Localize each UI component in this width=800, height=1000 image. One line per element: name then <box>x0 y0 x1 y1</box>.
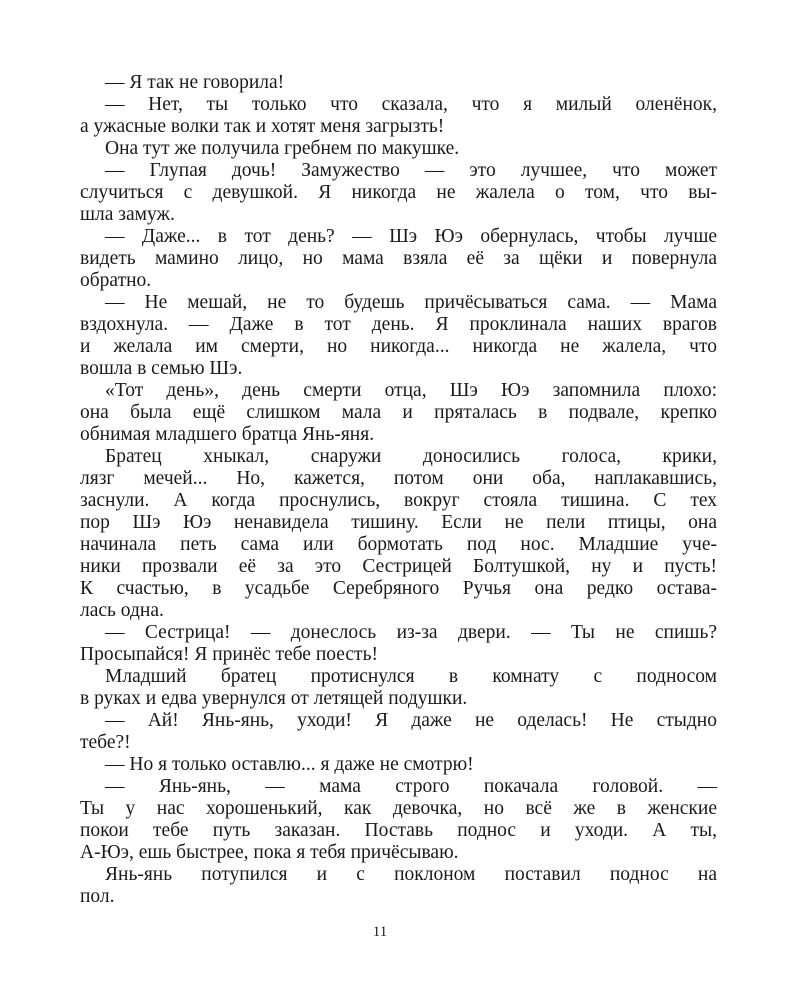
paragraph <box>80 710 717 754</box>
paragraph <box>80 622 717 666</box>
text-line: — Нет, ты только что сказала, что я милый оленёнок, <box>105 94 717 115</box>
text-line: — Ай! Янь-янь, уходи! Я даже не оделась! Не стыдно <box>105 710 717 731</box>
text-line: Младший братец протиснулся в комнату с подносом <box>105 666 717 687</box>
text-line: покои тебе путь заказан. Поставь поднос и уходи. А ты, <box>80 820 717 841</box>
text-line: лязг мечей... Но, кажется, потом они оба, наплакавшись, <box>80 468 717 489</box>
text-line: А-Юэ, ешь быстрее, пока я тебя причёсываю. <box>80 842 459 863</box>
text-line: — Я так не говорила! <box>105 72 285 93</box>
text-line: начинала петь сама или бормотать под нос. Младшие уче- <box>80 534 717 555</box>
paragraph <box>80 446 717 622</box>
text-line: пол. <box>80 886 115 907</box>
text-line: в руках и едва увернулся от летящей подушки. <box>80 688 468 709</box>
text-line: обратно. <box>80 270 152 291</box>
text-line: — Даже... в тот день? — Шэ Юэ обернулась, чтобы лучше <box>105 226 717 247</box>
paragraph <box>80 754 717 776</box>
paragraph <box>80 380 717 446</box>
text-line: — Не мешай, не то будешь причёсываться сама. — Мама <box>105 292 717 313</box>
paragraph <box>80 226 717 292</box>
text-line: видеть мамино лицо, но мама взяла её за щёки и повернула <box>80 248 717 269</box>
text-line: — Глупая дочь! Замужество — это лучшее, что может <box>105 160 717 181</box>
text-line: Она тут же получила гребнем по макушке. <box>105 138 460 159</box>
text-line: пор Шэ Юэ ненавидела тишину. Если не пели птицы, она <box>80 512 717 533</box>
text-line: — Янь-янь, — мама строго покачала головой. — <box>105 776 717 797</box>
text-line: тебе?! <box>80 732 131 753</box>
text-line: Братец хныкал, снаружи доносились голоса, крики, <box>105 446 717 467</box>
paragraph <box>80 864 717 908</box>
paragraph <box>80 776 717 864</box>
text-line: — Сестрица! — донеслось из-за двери. — Ты не спишь? <box>105 622 717 643</box>
text-line: Ты у нас хорошенький, как девочка, но всё же в женские <box>80 798 717 819</box>
paragraph <box>80 292 717 380</box>
text-line: обнимая младшего братца Янь-яня. <box>80 424 375 445</box>
text-line: а ужасные волки так и хотят меня загрызть! <box>80 116 445 137</box>
text-line: вошла в семью Шэ. <box>80 358 243 379</box>
paragraph <box>80 666 717 710</box>
text-line: лась одна. <box>80 600 164 621</box>
book-page-text <box>80 72 717 908</box>
text-line: Янь-янь потупился и с поклоном поставил поднос на <box>105 864 717 885</box>
text-line: — Но я только оставлю... я даже не смотрю! <box>105 754 474 775</box>
text-line: заснули. А когда проснулись, вокруг стояла тишина. С тех <box>80 490 717 511</box>
paragraph <box>80 160 717 226</box>
text-line: Просыпайся! Я принёс тебе поесть! <box>80 644 378 665</box>
text-line: ники прозвали её за это Сестрицей Болтушкой, ну и пусть! <box>80 556 717 577</box>
text-line: «Тот день», день смерти отца, Шэ Юэ запомнила плохо: <box>105 380 717 401</box>
paragraph <box>80 72 717 94</box>
paragraph <box>80 94 717 138</box>
text-line: случиться с девушкой. Я никогда не жалела о том, что вы- <box>80 182 717 203</box>
text-line: К счастью, в усадьбе Серебряного Ручья она редко остава- <box>80 578 717 599</box>
text-line: и желала им смерти, но никогда... никогда не жалела, что <box>80 336 717 357</box>
text-line: она была ещё слишком мала и пряталась в подвале, крепко <box>80 402 717 423</box>
text-line: шла замуж. <box>80 204 175 225</box>
paragraph <box>80 138 717 160</box>
page-number: 11 <box>372 924 388 940</box>
text-line: вздохнула. — Даже в тот день. Я проклинала наших врагов <box>80 314 717 335</box>
